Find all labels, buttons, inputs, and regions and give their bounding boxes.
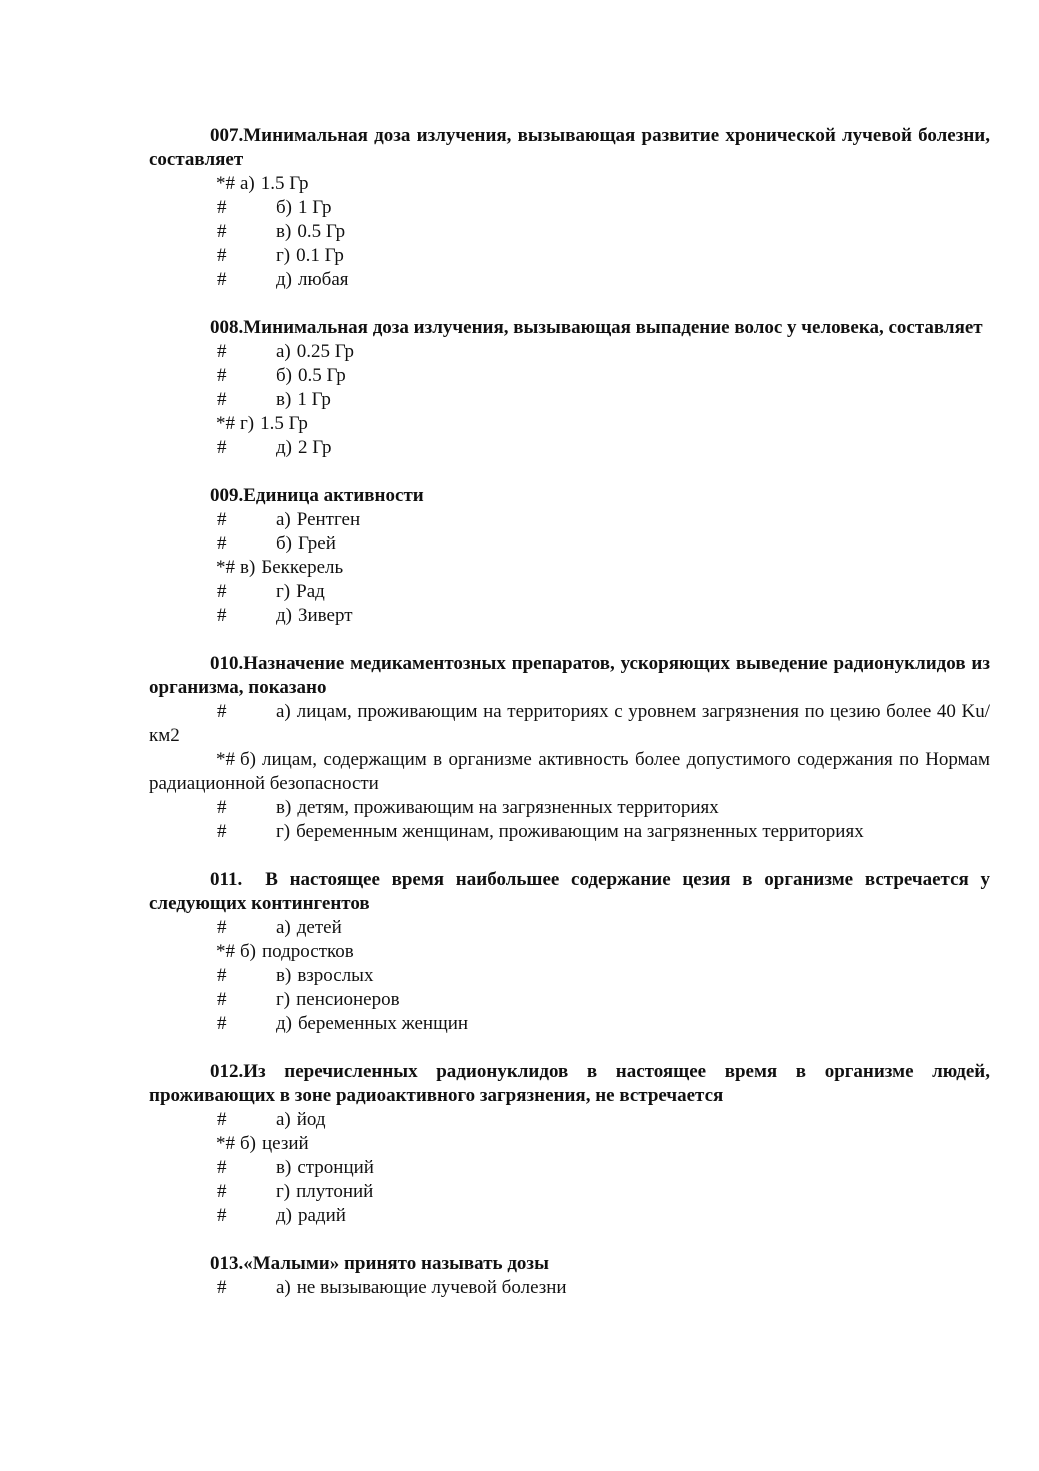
answer-letter: г) bbox=[276, 245, 291, 266]
answer-text: плутоний bbox=[296, 1181, 374, 1202]
question-list bbox=[149, 124, 990, 1324]
answer-marker: # bbox=[217, 365, 227, 386]
answer-option bbox=[149, 964, 990, 988]
question-number: 013. bbox=[210, 1253, 244, 1274]
answer-letter: г) bbox=[240, 413, 255, 434]
correct-answer-marker: *# bbox=[216, 1133, 235, 1154]
answer-option bbox=[149, 388, 990, 412]
answer-letter: в) bbox=[276, 797, 292, 818]
question-body: Назначение медикаментозных препаратов, ускоряющих выведение радионуклидов из организма, показано bbox=[149, 653, 990, 698]
question-block bbox=[149, 124, 990, 292]
answer-text: 1.5 Гр bbox=[260, 173, 309, 194]
question-number: 009. bbox=[210, 485, 244, 506]
question-body: В настоящее время наибольшее содержание цезия в организме встречается у следующих контингентов bbox=[149, 869, 990, 914]
answer-text: 0.1 Гр bbox=[296, 245, 344, 266]
answer-letter: б) bbox=[276, 197, 292, 218]
answer-text: 0.5 Гр bbox=[297, 221, 346, 242]
answer-letter: в) bbox=[276, 389, 292, 410]
answer-letter: а) bbox=[240, 173, 255, 194]
answer-letter: б) bbox=[240, 1133, 256, 1154]
answer-option bbox=[149, 916, 990, 940]
answer-option bbox=[149, 796, 990, 820]
answer-letter: а) bbox=[276, 341, 291, 362]
answer-option-correct bbox=[149, 172, 990, 196]
question-text bbox=[149, 484, 990, 508]
answer-letter: в) bbox=[276, 965, 292, 986]
answer-option-correct bbox=[149, 940, 990, 964]
answer-text: цезий bbox=[262, 1133, 309, 1154]
answer-option bbox=[149, 1012, 990, 1036]
question-text bbox=[149, 1060, 990, 1108]
answer-text: лицам, проживающим на территориях с уровнем загрязнения по цезию более 40 Ku/км2 bbox=[149, 701, 990, 746]
answer-text: 0.5 Гр bbox=[298, 365, 346, 386]
answer-letter: г) bbox=[276, 1181, 291, 1202]
question-number: 007. bbox=[210, 125, 244, 146]
answer-marker: # bbox=[217, 221, 227, 242]
question-text bbox=[149, 124, 990, 172]
answer-option bbox=[149, 220, 990, 244]
answer-text: детей bbox=[296, 917, 342, 938]
answer-option bbox=[149, 1180, 990, 1204]
correct-answer-marker: *# bbox=[216, 557, 235, 578]
answer-letter: д) bbox=[276, 1205, 292, 1226]
answer-option bbox=[149, 1108, 990, 1132]
question-body: Единица активности bbox=[243, 485, 424, 506]
answer-marker: # bbox=[217, 1013, 227, 1034]
question-text bbox=[149, 1252, 990, 1276]
question-number: 012. bbox=[210, 1061, 244, 1082]
question-block bbox=[149, 868, 990, 1036]
question-body: Минимальная доза излучения, вызывающая развитие хронической лучевой болезни, составляет bbox=[149, 125, 990, 170]
question-number: 011. bbox=[210, 869, 243, 890]
answer-text: Рад bbox=[296, 581, 325, 602]
answer-letter: д) bbox=[276, 437, 292, 458]
answer-text: пенсионеров bbox=[296, 989, 400, 1010]
answer-marker: # bbox=[217, 341, 227, 362]
answer-marker: # bbox=[217, 437, 227, 458]
answer-marker: # bbox=[217, 509, 227, 530]
answer-marker: # bbox=[217, 701, 227, 722]
answer-marker: # bbox=[217, 197, 227, 218]
answer-marker: # bbox=[217, 797, 227, 818]
question-text bbox=[149, 316, 990, 340]
question-block bbox=[149, 652, 990, 844]
answer-option bbox=[149, 580, 990, 604]
answer-marker: # bbox=[217, 1181, 227, 1202]
answer-marker: # bbox=[217, 821, 227, 842]
answer-option bbox=[149, 436, 990, 460]
answer-marker: # bbox=[217, 389, 227, 410]
answer-letter: д) bbox=[276, 605, 292, 626]
answer-text: любая bbox=[298, 269, 349, 290]
answer-text: радий bbox=[298, 1205, 346, 1226]
answer-text: 1 Гр bbox=[297, 389, 331, 410]
question-body: Минимальная доза излучения, вызывающая выпадение волос у человека, составляет bbox=[243, 317, 983, 338]
answer-letter: г) bbox=[276, 989, 291, 1010]
answer-letter: а) bbox=[276, 701, 291, 722]
correct-answer-marker: *# bbox=[216, 941, 235, 962]
answer-letter: б) bbox=[276, 365, 292, 386]
question-block bbox=[149, 316, 990, 460]
answer-option bbox=[149, 268, 990, 292]
answer-text: беременных женщин bbox=[298, 1013, 469, 1034]
answer-letter: б) bbox=[240, 749, 256, 770]
question-block bbox=[149, 1252, 990, 1300]
answer-text: беременным женщинам, проживающим на загрязненных территориях bbox=[296, 821, 864, 842]
answer-letter: г) bbox=[276, 821, 291, 842]
answer-marker: # bbox=[217, 1205, 227, 1226]
answer-letter: в) bbox=[240, 557, 256, 578]
answer-marker: # bbox=[217, 581, 227, 602]
answer-marker: # bbox=[217, 269, 227, 290]
answer-letter: б) bbox=[240, 941, 256, 962]
answer-option bbox=[149, 700, 990, 748]
answer-letter: б) bbox=[276, 533, 292, 554]
answer-option-correct bbox=[149, 1132, 990, 1156]
answer-option bbox=[149, 196, 990, 220]
answer-letter: а) bbox=[276, 1277, 291, 1298]
question-body: «Малыми» принято называть дозы bbox=[243, 1253, 549, 1274]
question-block bbox=[149, 484, 990, 628]
answer-text: 1 Гр bbox=[298, 197, 332, 218]
answer-option bbox=[149, 1156, 990, 1180]
answer-letter: а) bbox=[276, 917, 291, 938]
answer-text: Грей bbox=[298, 533, 336, 554]
answer-option-correct bbox=[149, 556, 990, 580]
answer-option-correct bbox=[149, 412, 990, 436]
answer-text: взрослых bbox=[297, 965, 374, 986]
answer-option bbox=[149, 1204, 990, 1228]
answer-marker: # bbox=[217, 1277, 227, 1298]
answer-letter: а) bbox=[276, 1109, 291, 1130]
answer-option bbox=[149, 604, 990, 628]
question-text bbox=[149, 652, 990, 700]
answer-marker: # bbox=[217, 1157, 227, 1178]
answer-text: Беккерель bbox=[261, 557, 344, 578]
answer-letter: д) bbox=[276, 269, 292, 290]
answer-marker: # bbox=[217, 245, 227, 266]
answer-text: лицам, содержащим в организме активность более допустимого содержания по Нормам радиационной безопасности bbox=[149, 749, 990, 794]
answer-option bbox=[149, 364, 990, 388]
answer-text: йод bbox=[296, 1109, 326, 1130]
question-text bbox=[149, 868, 990, 916]
answer-option bbox=[149, 244, 990, 268]
answer-marker: # bbox=[217, 917, 227, 938]
answer-marker: # bbox=[217, 989, 227, 1010]
answer-option bbox=[149, 508, 990, 532]
answer-marker: # bbox=[217, 965, 227, 986]
correct-answer-marker: *# bbox=[216, 749, 235, 770]
answer-option bbox=[149, 820, 990, 844]
answer-letter: в) bbox=[276, 221, 292, 242]
answer-option-correct bbox=[149, 748, 990, 796]
answer-option bbox=[149, 340, 990, 364]
answer-text: подростков bbox=[262, 941, 354, 962]
answer-text: не вызывающие лучевой болезни bbox=[296, 1277, 567, 1298]
question-number: 010. bbox=[210, 653, 244, 674]
answer-marker: # bbox=[217, 533, 227, 554]
answer-text: Зиверт bbox=[298, 605, 353, 626]
answer-text: стронций bbox=[297, 1157, 374, 1178]
question-block bbox=[149, 1060, 990, 1228]
answer-option bbox=[149, 988, 990, 1012]
answer-marker: # bbox=[217, 1109, 227, 1130]
correct-answer-marker: *# bbox=[216, 173, 235, 194]
answer-text: 2 Гр bbox=[298, 437, 332, 458]
question-number: 008. bbox=[210, 317, 244, 338]
answer-letter: в) bbox=[276, 1157, 292, 1178]
answer-text: 0.25 Гр bbox=[296, 341, 355, 362]
question-body: Из перечисленных радионуклидов в настоящее время в организме людей, проживающих в зоне радиоактивного загрязнения, не встречается bbox=[149, 1061, 990, 1106]
answer-option bbox=[149, 532, 990, 556]
answer-letter: г) bbox=[276, 581, 291, 602]
answer-letter: а) bbox=[276, 509, 291, 530]
answer-letter: д) bbox=[276, 1013, 292, 1034]
answer-option bbox=[149, 1276, 990, 1300]
answer-text: Рентген bbox=[296, 509, 361, 530]
correct-answer-marker: *# bbox=[216, 413, 235, 434]
answer-text: детям, проживающим на загрязненных территориях bbox=[297, 797, 719, 818]
answer-marker: # bbox=[217, 605, 227, 626]
answer-text: 1.5 Гр bbox=[260, 413, 308, 434]
